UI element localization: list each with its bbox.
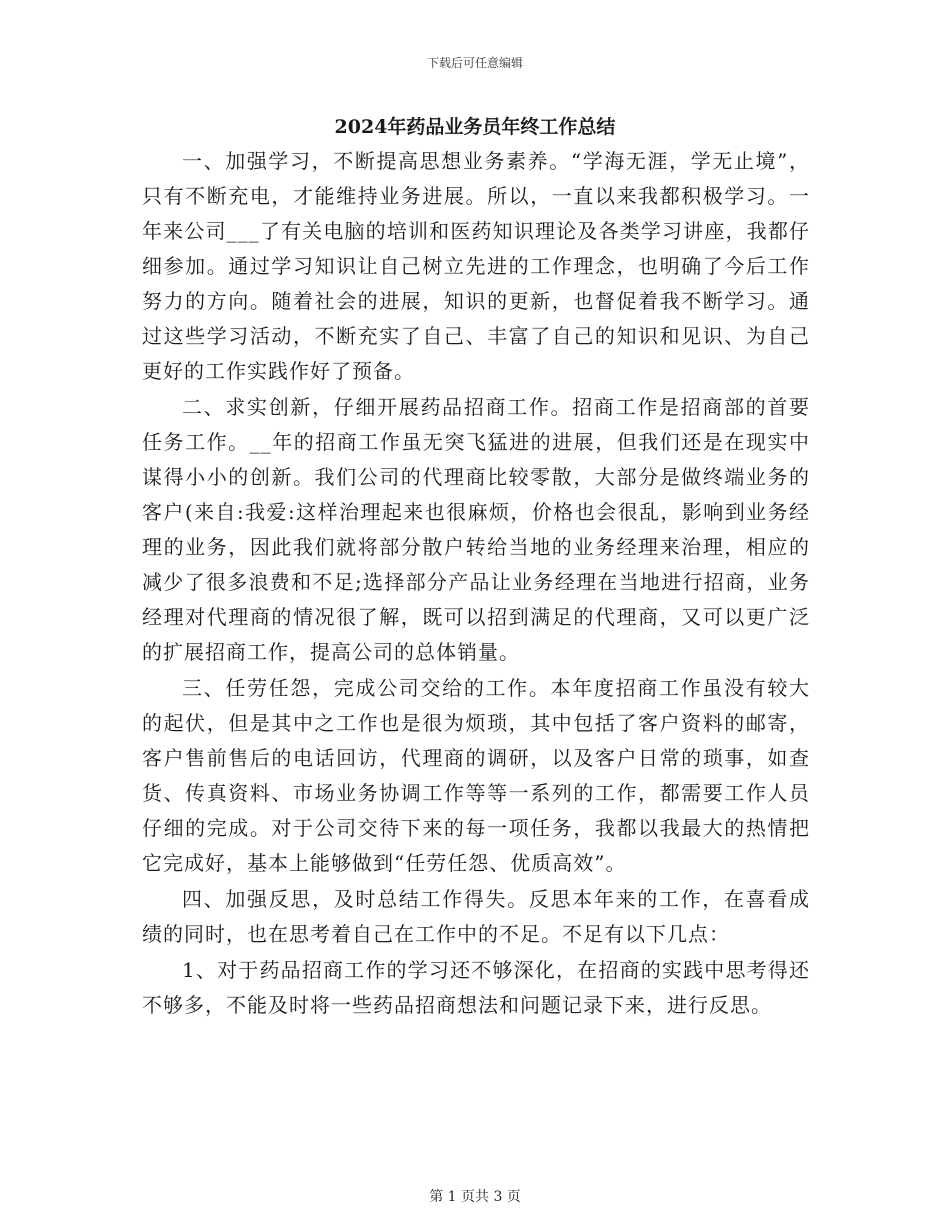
paragraph-5: 1、对于药品招商工作的学习还不够深化，在招商的实践中思考得还不够多，不能及时将一些药品招商想法和问题记录下来，进行反思。 bbox=[142, 958, 810, 1017]
header-note: 下载后可任意编辑 bbox=[426, 56, 523, 70]
paragraph-4: 四、加强反思，及时总结工作得失。反思本年来的工作，在喜看成绩的同时，也在思考着自己在工作中的不足。不足有以下几点： bbox=[142, 887, 810, 946]
paragraph-3: 三、任劳任怨，完成公司交给的工作。本年度招商工作虽没有较大的起伏，但是其中之工作也是很为烦琐，其中包括了客户资料的邮寄，客户售前售后的电话回访，代理商的调研，以及客户日常的琐事，如查货、传真资料、市场业务协调工作等等一系列的工作，都需要工作人员仔细的完成。对于公司交待下来的每一项任务，我都以我最大的热情把它完成好，基本上能够做到“任劳任怨、优质高效”。 bbox=[142, 676, 810, 875]
page-number: 第 1 页共 3 页 bbox=[429, 1189, 521, 1205]
document-title: 2024年药品业务员年终工作总结 bbox=[334, 116, 616, 138]
document-body bbox=[142, 144, 810, 1023]
paragraph-1: 一、加强学习，不断提高思想业务素养。“学海无涯，学无止境”，只有不断充电，才能维持业务进展。所以，一直以来我都积极学习。一年来公司___了有关电脑的培训和医药知识理论及各类学习讲座，我都仔细参加。通过学习知识让自己树立先进的工作理念，也明确了今后工作努力的方向。随着社会的进展，知识的更新，也督促着我不断学习。通过这些学习活动，不断充实了自己、丰富了自己的知识和见识、为自己更好的工作实践作好了预备。 bbox=[142, 149, 810, 383]
paragraph-2: 二、求实创新，仔细开展药品招商工作。招商工作是招商部的首要任务工作。__年的招商工作虽无突飞猛进的进展，但我们还是在现实中谋得小小的创新。我们公司的代理商比较零散，大部分是做终端业务的客户(来自:我爱:这样治理起来也很麻烦，价格也会很乱，影响到业务经理的业务，因此我们就将部分散户转给当地的业务经理来治理，相应的减少了很多浪费和不足;选择部分产品让业务经理在当地进行招商，业务经理对代理商的情况很了解，既可以招到满足的代理商，又可以更广泛的扩展招商工作，提高公司的总体销量。 bbox=[142, 395, 810, 664]
